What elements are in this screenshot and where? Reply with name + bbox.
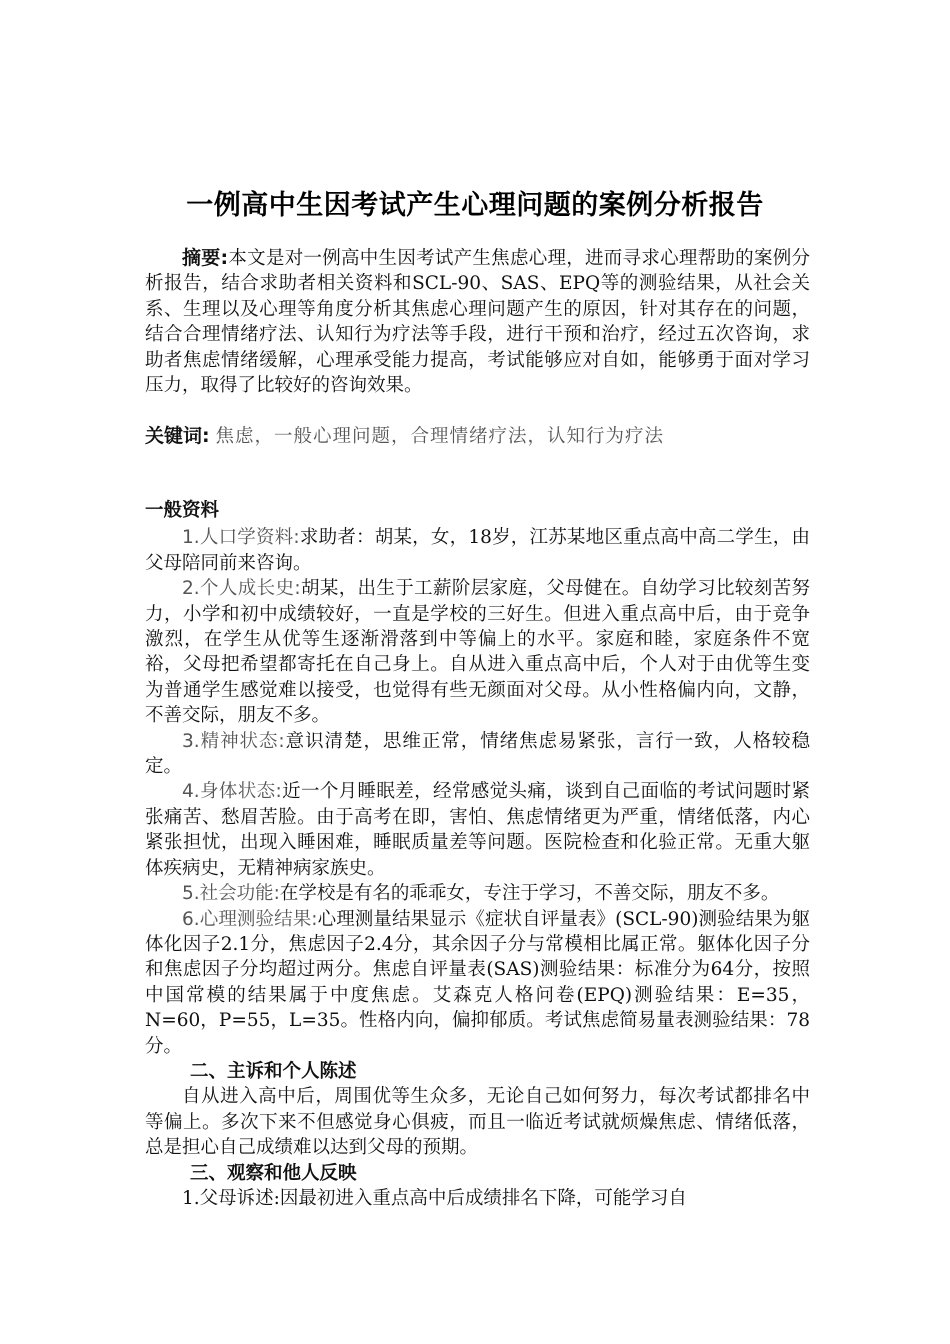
keywords-line	[145, 424, 810, 449]
keywords-text: 焦虑，一般心理问题，合理情绪疗法，认知行为疗法	[215, 426, 665, 447]
info-item-3-text: 意识清楚，思维正常，情绪焦虑易紧张，言行一致，人格较稳定。	[145, 730, 810, 778]
observation-item-1	[145, 1186, 810, 1211]
keywords-label: 关键词:	[145, 425, 210, 447]
info-item-6-label: 6.心理测验结果:	[182, 908, 318, 930]
info-item-4-label: 4.身体状态:	[182, 781, 282, 803]
info-item-5	[145, 881, 810, 906]
info-item-2	[145, 576, 810, 728]
info-item-2-label: 2.个人成长史:	[182, 578, 301, 600]
general-info-heading: 一般资料	[145, 500, 220, 521]
info-item-6-text: 心理测量结果显示《症状自评量表》(SCL-90)测验结果为躯体化因子2.1分，焦虑因子2.4分，其余因子分与常模相比属正常。躯体化因子分和焦虑因子分均超过两分。焦虑自评量表(SAS)测验结果：标准分为64分，按照中国常模的结果属于中度焦虑。艾森克人格问卷(EPQ)测验结果：E=35，N=60，P=55，L=35。性格内向，偏抑郁质。考试焦虑简易量表测验结果：78分。	[145, 908, 810, 1057]
info-item-4	[145, 779, 810, 881]
info-item-6	[145, 907, 810, 1059]
observation-item-1-label: 1.父母诉述:	[182, 1187, 280, 1209]
complaint-paragraph: 自从进入高中后，周围优等生众多，无论自己如何努力，每次考试都排名中等偏上。多次下来不但感觉身心俱疲，而且一临近考试就烦燥焦虑、情绪低落，总是担心自己成绩难以达到父母的预期。	[145, 1086, 810, 1159]
info-item-2-text: 胡某，出生于工薪阶层家庭，父母健在。自幼学习比较刻苦努力，小学和初中成绩较好，一直是学校的三好生。但进入重点高中后，由于竞争激烈，在学生从优等生逐渐滑落到中等偏上的水平。家庭和睦，家庭条件不宽裕，父母把希望都寄托在自己身上。自从进入重点高中后，个人对于由优等生变为普通学生感觉难以接受，也觉得有些无颜面对父母。从小性格偏内向，文静，不善交际，朋友不多。	[145, 578, 810, 727]
info-item-4-text: 近一个月睡眠差，经常感觉头痛，谈到自己面临的考试问题时紧张痛苦、愁眉苦脸。由于高考在即，害怕、焦虑情绪更为严重，情绪低落，内心紧张担忧，出现入睡困难，睡眠质量差等问题。医院检查和化验正常。无重大躯体疾病史，无精神病家族史。	[145, 781, 810, 879]
main-body	[145, 498, 810, 1211]
info-item-1-label: 1.人口学资料:	[182, 527, 300, 549]
abstract-label: 摘要:	[182, 247, 229, 269]
observation-heading: 三、观察和他人反映	[190, 1162, 357, 1184]
info-item-3	[145, 729, 810, 780]
abstract-text: 本文是对一例高中生因考试产生焦虑心理，进而寻求心理帮助的案例分析报告，结合求助者相关资料和SCL-90、SAS、EPQ等的测验结果，从社会关系、生理以及心理等角度分析其焦虑心理问题产生的原因，针对其存在的问题，结合合理情绪疗法、认知行为疗法等手段，进行干预和治疗，经过五次咨询，求助者焦虑情绪缓解，心理承受能力提高，考试能够应对自如，能够勇于面对学习压力，取得了比较好的咨询效果。	[145, 248, 810, 397]
complaint-heading: 二、主诉和个人陈述	[190, 1060, 357, 1082]
info-item-5-label: 5.社会功能:	[182, 883, 280, 905]
info-item-1	[145, 525, 810, 576]
info-item-1-text: 求助者：胡某，女，18岁，江苏某地区重点高中高二学生，由父母陪同前来咨询。	[145, 527, 810, 574]
info-item-3-label: 3.精神状态:	[182, 730, 285, 752]
abstract-section	[145, 246, 810, 398]
page-title: 一例高中生因考试产生心理问题的案例分析报告	[186, 190, 764, 221]
abstract-paragraph	[145, 246, 810, 398]
observation-item-1-text: 因最初进入重点高中后成绩排名下降，可能学习自	[279, 1187, 687, 1209]
info-item-5-text: 在学校是有名的乖乖女，专注于学习，不善交际，朋友不多。	[279, 883, 780, 905]
